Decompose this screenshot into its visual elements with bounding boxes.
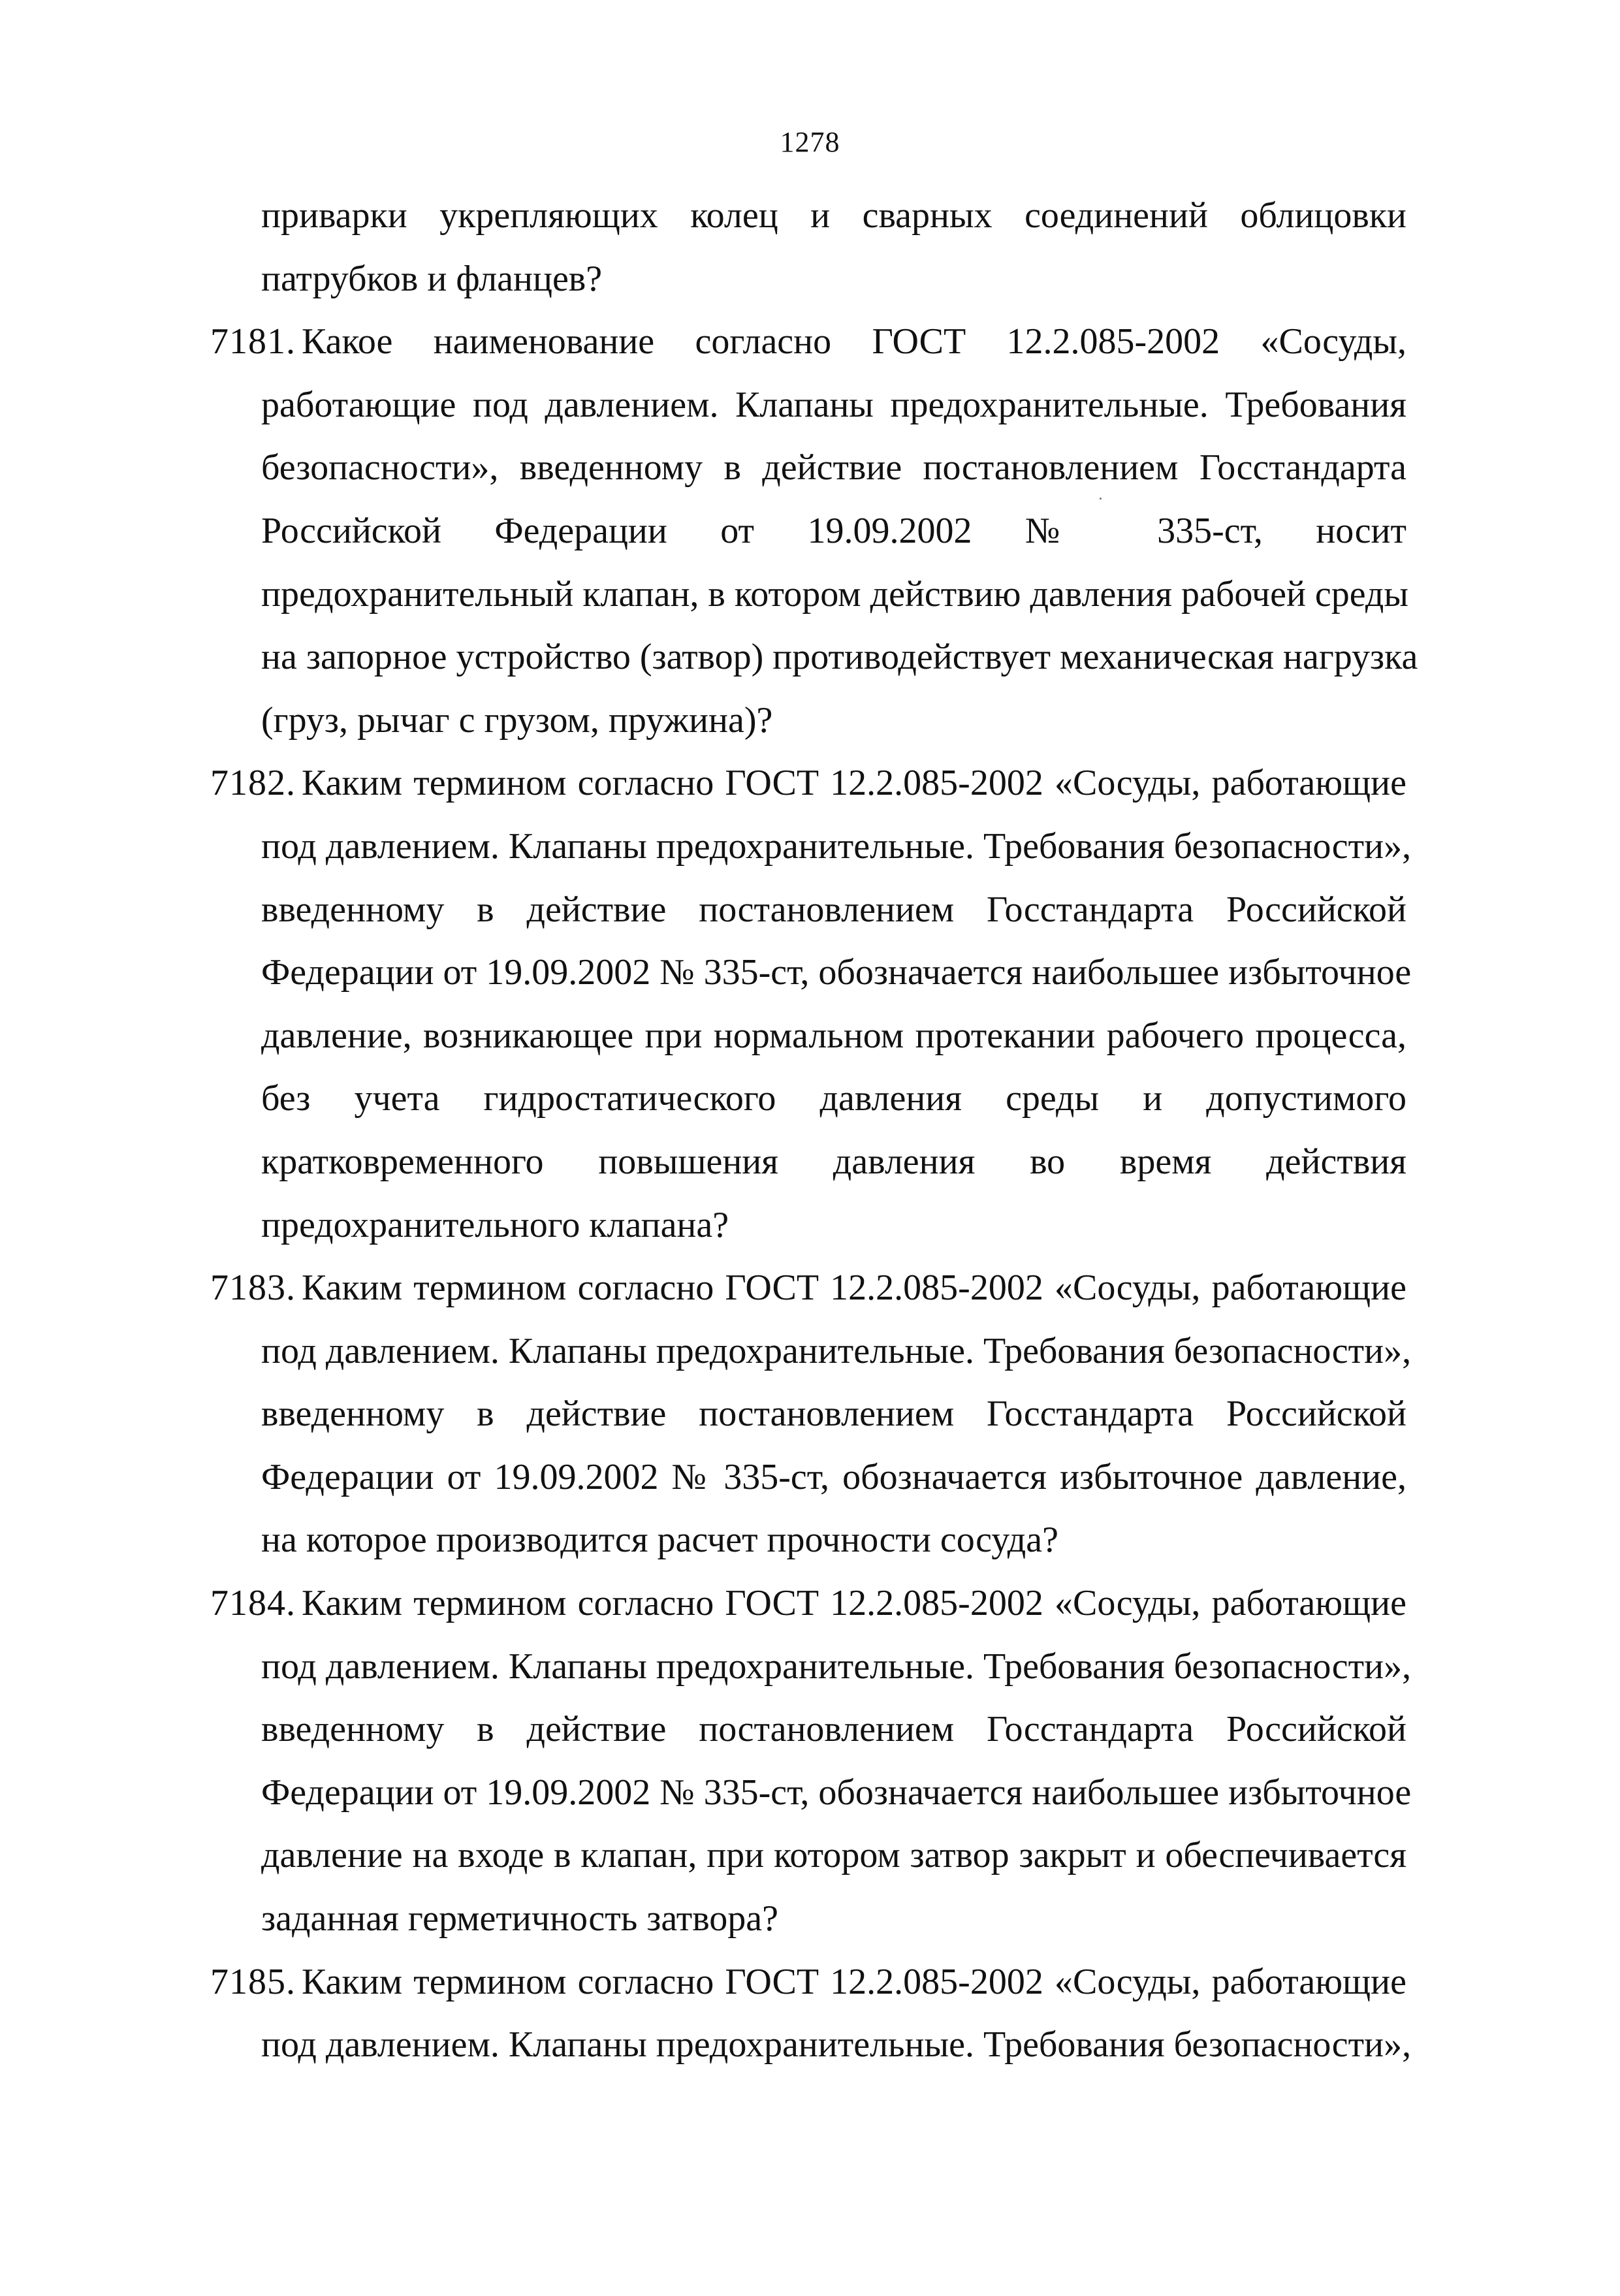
line-text: работающие под давлением. Клапаны предохранительные. Требования [261, 384, 1406, 425]
line-text: патрубков и фланцев? [261, 258, 603, 299]
line-text: Федерации от 19.09.2002 № 335-ст, обозначается избыточное давление, [261, 1456, 1406, 1497]
text-line [0, 2013, 1620, 2077]
line-text: на которое производится расчет прочности сосуда? [261, 1520, 1058, 1561]
line-text: давление, возникающее при нормальном протекании рабочего процесса, [261, 1015, 1406, 1056]
text-line [0, 815, 1620, 878]
line-text: Федерации от 19.09.2002 № 335-ст, обозначается наибольшее избыточное [261, 952, 1412, 993]
page-body [0, 184, 1620, 2077]
page-number: 1278 [780, 126, 840, 158]
line-text: предохранительного клапана? [261, 1204, 729, 1245]
question-number: 7182. [210, 763, 296, 804]
line-text: (груз, рычаг с грузом, пружина)? [261, 699, 773, 741]
line-text: Российской Федерации от 19.09.2002 № 335-ст, носит [261, 510, 1406, 551]
line-text: кратковременного повышения давления во время действия [261, 1141, 1406, 1182]
text-line [0, 500, 1620, 563]
text-line [0, 1761, 1620, 1825]
line-text: введенному в действие постановлением Госстандарта Российской [261, 1709, 1406, 1750]
line-text: под давлением. Клапаны предохранительные. Требования безопасности», [261, 1330, 1412, 1371]
text-line [0, 1508, 1620, 1572]
question-number: 7184. [210, 1583, 296, 1624]
line-text: под давлением. Клапаны предохранительные. Требования безопасности», [261, 2024, 1412, 2065]
text-line [0, 374, 1620, 437]
text-line [0, 1635, 1620, 1698]
line-text: на запорное устройство (затвор) противодействует механическая нагрузка [261, 637, 1418, 678]
text-line [0, 1320, 1620, 1383]
question-first-line [0, 310, 1620, 374]
question-first-line [0, 752, 1620, 815]
line-text: Каким термином согласно ГОСТ 12.2.085-2002 «Сосуды, работающие [302, 1268, 1406, 1309]
line-text: под давлением. Клапаны предохранительные. Требования безопасности», [261, 1646, 1412, 1687]
text-line [0, 1382, 1620, 1446]
text-line [0, 626, 1620, 689]
text-line [0, 1130, 1620, 1194]
line-text: заданная герметичность затвора? [261, 1898, 779, 1939]
text-line [0, 247, 1620, 311]
line-text: без учета гидростатического давления среды и допустимого [261, 1078, 1406, 1119]
text-line [0, 1067, 1620, 1130]
question-first-line [0, 1951, 1620, 2014]
scan-speck [1100, 498, 1102, 500]
text-line [0, 1698, 1620, 1761]
line-text: Каким термином согласно ГОСТ 12.2.085-2002 «Сосуды, работающие [302, 763, 1406, 804]
text-line [0, 1004, 1620, 1068]
line-text: предохранительный клапан, в котором действию давления рабочей среды [261, 573, 1408, 614]
line-text: приварки укрепляющих колец и сварных соединений облицовки [261, 195, 1406, 236]
line-text: под давлением. Клапаны предохранительные. Требования безопасности», [261, 825, 1412, 867]
text-line [0, 1194, 1620, 1257]
line-text: введенному в действие постановлением Госстандарта Российской [261, 1394, 1406, 1435]
question-number: 7181. [210, 321, 296, 362]
text-line [0, 184, 1620, 247]
text-line [0, 563, 1620, 626]
text-line [0, 689, 1620, 752]
line-text: Федерации от 19.09.2002 № 335-ст, обозначается наибольшее избыточное [261, 1772, 1412, 1813]
question-number: 7183. [210, 1268, 296, 1309]
line-text: Каким термином согласно ГОСТ 12.2.085-2002 «Сосуды, работающие [302, 1961, 1406, 2002]
line-text: введенному в действие постановлением Госстандарта Российской [261, 889, 1406, 930]
text-line [0, 1446, 1620, 1509]
question-first-line [0, 1572, 1620, 1635]
line-text: давление на входе в клапан, при котором затвор закрыт и обеспечивается [261, 1835, 1406, 1876]
text-line [0, 1824, 1620, 1887]
text-line [0, 1887, 1620, 1951]
question-first-line [0, 1256, 1620, 1320]
line-text: безопасности», введенному в действие постановлением Госстандарта [261, 447, 1406, 488]
question-number: 7185. [210, 1961, 296, 2002]
line-text: Каким термином согласно ГОСТ 12.2.085-2002 «Сосуды, работающие [302, 1583, 1406, 1624]
text-line [0, 436, 1620, 500]
line-text: Какое наименование согласно ГОСТ 12.2.085-2002 «Сосуды, [302, 321, 1406, 362]
text-line [0, 878, 1620, 942]
text-line [0, 941, 1620, 1004]
